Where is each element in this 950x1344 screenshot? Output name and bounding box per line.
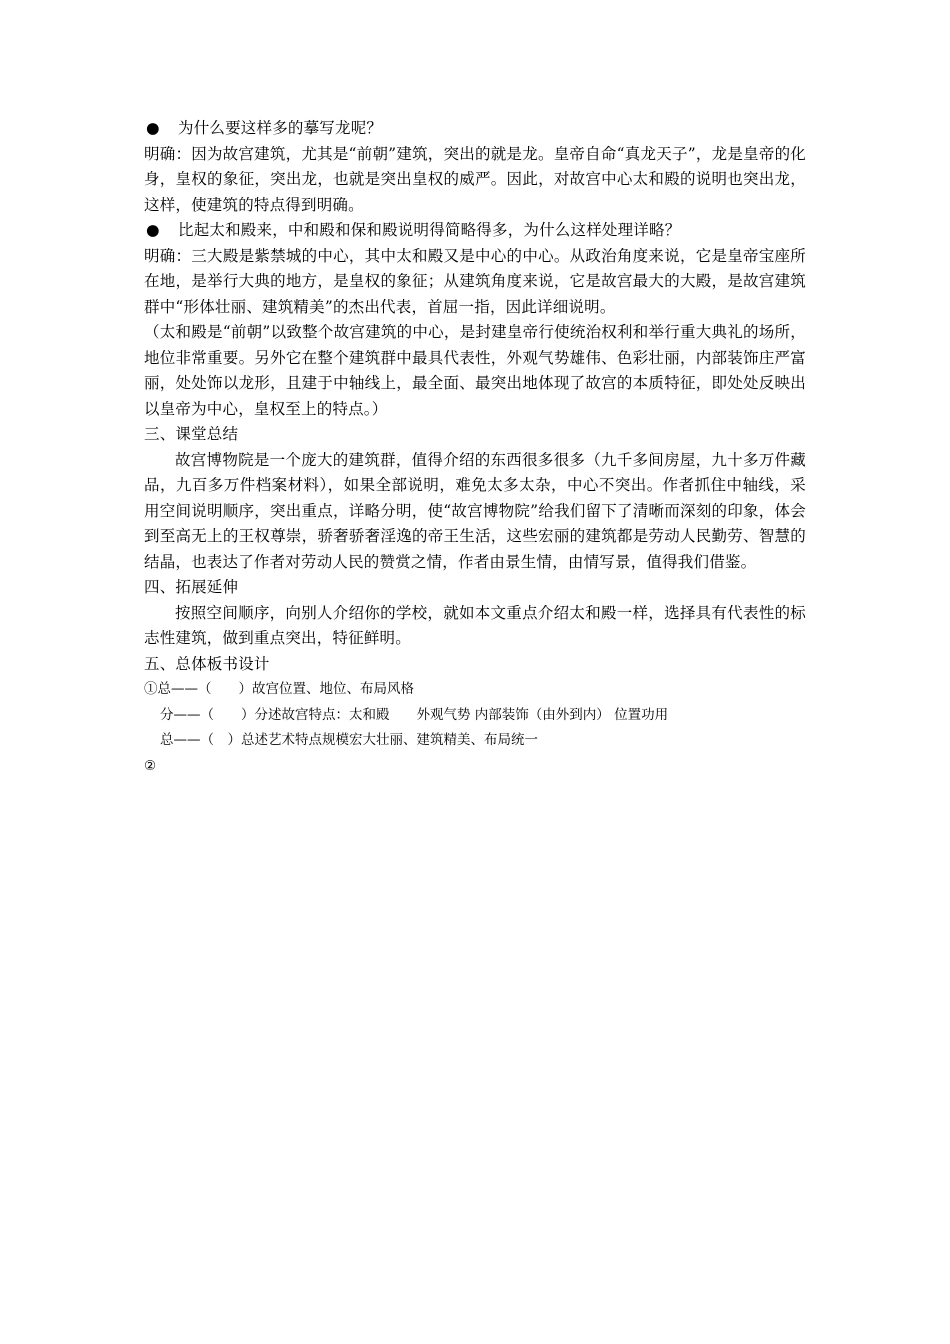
document-content xyxy=(144,116,806,779)
question-1-text: 为什么要这样多的摹写龙呢？ xyxy=(178,119,383,137)
question-1 xyxy=(144,116,806,142)
bullet-icon: ● xyxy=(146,221,160,239)
section-5-title: 五、总体板书设计 xyxy=(144,654,270,673)
question-2 xyxy=(144,218,806,244)
question-2-text: 比起太和殿来，中和殿和保和殿说明得简略得多，为什么这样处理详略？ xyxy=(178,221,681,239)
section-3-title: 三、课堂总结 xyxy=(144,425,239,443)
answer-2: 明确：三大殿是紫禁城的中心，其中太和殿又是中心的中心。从政治角度来说，它是皇帝宝座所在地，是举行大典的地方，是皇权的象征；从建筑角度来说，它是故宫最大的大殿，是故宫建筑群中“形体壮丽、建筑精美”的杰出代表，首屈一指，因此详细说明。 xyxy=(144,246,806,316)
section-4-title: 四、拓展延伸 xyxy=(144,578,239,596)
note-paragraph: （太和殿是“前朝”以致整个故宫建筑的中心，是封建皇帝行使统治权利和举行重大典礼的场所，地位非常重要。另外它在整个建筑群中最具代表性，外观气势雄伟、色彩壮丽，内部装饰庄严富丽，处处饰以龙形，且建于中轴线上，最全面、最突出地体现了故宫的本质特征，即处处反映出以皇帝为中心，皇权至上的特点。） xyxy=(144,323,806,418)
board-line-2: 分——（ ）分述故宫特点：太和殿 外观气势 内部装饰（由外到内） 位置功用 xyxy=(160,706,669,723)
board-line-1: ①总——（ ）故宫位置、地位、布局风格 xyxy=(144,681,414,697)
bullet-icon: ● xyxy=(146,119,160,137)
section-4-body: 按照空间顺序，向别人介绍你的学校，就如本文重点介绍太和殿一样，选择具有代表性的标志性建筑，做到重点突出，特征鲜明。 xyxy=(144,603,806,647)
board-line-3: 总——（ ）总述艺术特点规模宏大壮丽、建筑精美、布局统一 xyxy=(160,732,538,748)
answer-1: 明确：因为故宫建筑，尤其是“前朝”建筑，突出的就是龙。皇帝自命“真龙天子”，龙是皇帝的化身，皇权的象征，突出龙，也就是突出皇权的威严。因此，对故宫中心太和殿的说明也突出龙，这样，使建筑的特点得到明确。 xyxy=(144,144,806,214)
board-line-4: ② xyxy=(144,757,157,774)
section-3-body: 故宫博物院是一个庞大的建筑群，值得介绍的东西很多很多（九千多间房屋，九十多万件藏品，九百多万件档案材料），如果全部说明，难免太多太杂，中心不突出。作者抓住中轴线，采用空间说明顺序，突出重点，详略分明，使“故宫博物院”给我们留下了清晰而深刻的印象，体会到至高无上的王权尊崇，骄奢骄奢淫逸的帝王生活，这些宏丽的建筑都是劳动人民勤劳、智慧的结晶，也表达了作者对劳动人民的赞赏之情，作者由景生情，由情写景，值得我们借鉴。 xyxy=(144,450,806,571)
